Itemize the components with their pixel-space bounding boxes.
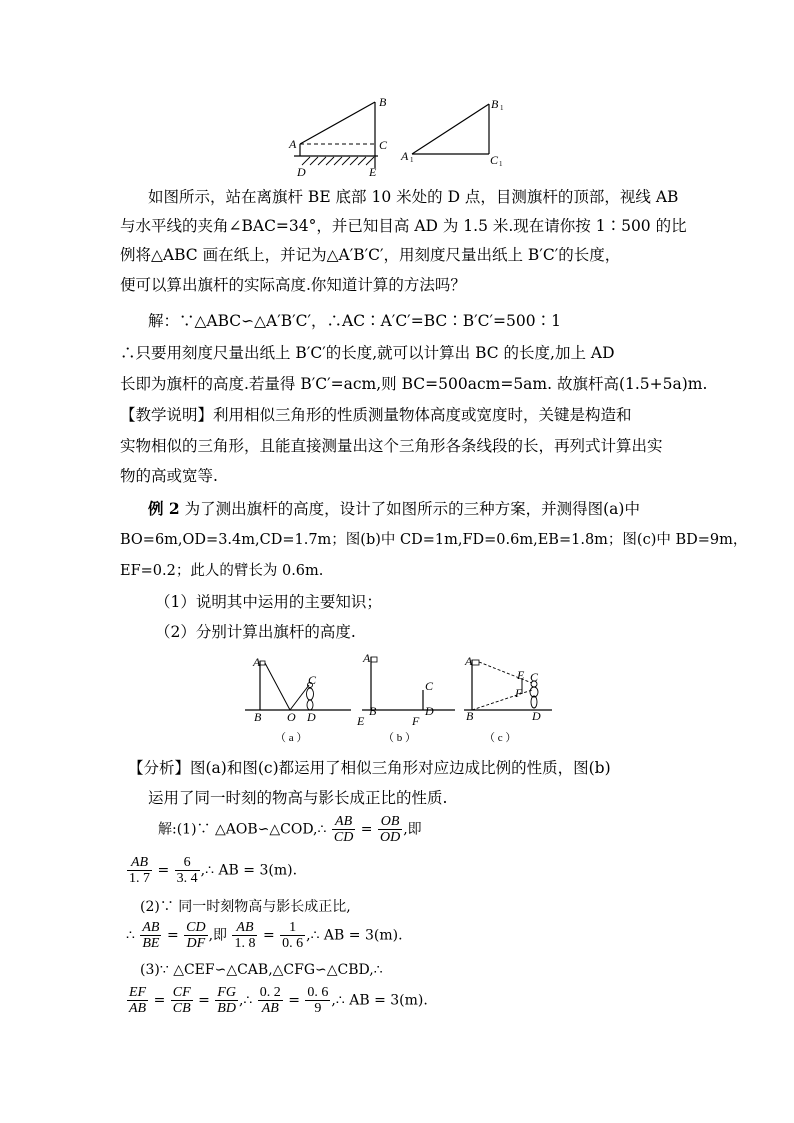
sol2-line5: (3)∵ △CEF∽△CAB,△CFG∽△CBD,∴: [140, 962, 383, 978]
ex2-line2: BO=6m,OD=3.4m,CD=1.7m；图(b)中 CD=1m,FD=0.6m,EB=1.8m；图(c)中 BD=9m，: [120, 532, 748, 548]
equals-sign: =: [288, 992, 300, 1009]
label-A1-sub: 1: [410, 156, 414, 164]
a-label-D: D: [307, 710, 316, 724]
teach-line3: 物的高或宽等.: [120, 467, 218, 485]
b-label-F: F: [412, 714, 420, 728]
teach-line1: 【教学说明】利用相似三角形的性质测量物体高度或宽度时，关键是构造和: [120, 406, 632, 424]
label-A1: A: [401, 149, 409, 163]
sol2-line2-suffix: ,∴ AB = 3(m).: [200, 862, 298, 879]
figure-scheme-a: [243, 655, 353, 747]
caption-a: （ a ）: [275, 732, 308, 744]
b-label-E: E: [357, 714, 365, 728]
analysis-line2: 运用了同一时刻的物高与影长成正比的性质.: [148, 789, 448, 807]
figure-scheme-c: [462, 650, 557, 747]
sol1-line2: ∴只要用刻度尺量出纸上 B′C′的长度,就可以计算出 BC 的长度,加上 AD: [120, 344, 615, 362]
fraction-ab-cd: $\frac{AB}{CD}$: [333, 814, 354, 845]
sol2-line6-suffix: ,∴ AB = 3(m).: [331, 992, 428, 1009]
teach-line2: 实物相似的三角形，且能直接测量出这个三角形各条线段的长，再列式计算出实: [120, 437, 663, 455]
figure-flagpole-triangle: [280, 92, 395, 182]
label-B1: B: [491, 97, 499, 111]
sol2-line6-mid: ,∴: [238, 992, 253, 1009]
ex2-title: 例 2: [148, 499, 180, 518]
label-C1-sub: 1: [499, 160, 503, 168]
label-D: D: [297, 165, 306, 179]
fraction-ab-be: $\frac{AB}{BE}$: [142, 920, 160, 951]
b-label-C: C: [425, 679, 434, 693]
a-label-A: A: [253, 655, 261, 669]
fraction-6-3.4: $\frac{6}{3. 4}$: [176, 855, 198, 886]
equals-sign: =: [157, 862, 170, 879]
para1-line3: 例将△ABC 画在纸上，并记为△A′B′C′，用刻度尺量出纸上 B′C′的长度，: [120, 246, 621, 264]
figure-scheme-b: [355, 650, 460, 747]
fraction-cd-df: $\frac{CD}{DF}$: [186, 920, 206, 951]
equals-sign: =: [360, 821, 373, 838]
c-label-B: B: [466, 709, 474, 723]
sol2-line1-prefix: 解:(1)∵ △AOB∽△COD,∴: [158, 821, 327, 838]
fraction-1-0.6: $\frac{1}{0. 6}$: [282, 920, 304, 951]
equals-sign: =: [198, 992, 210, 1009]
c-label-E: E: [517, 668, 525, 682]
para1-line2: 与水平线的夹角∠BAC=34°，并已知目高 AD 为 1.5 米.现在请你按 1∶500 的比: [120, 217, 687, 235]
b-label-A: A: [363, 651, 371, 665]
label-C: C: [379, 138, 388, 152]
b-label-B: B: [369, 704, 377, 718]
sol1-line3: 长即为旗杆的高度.若量得 B′C′=acm,则 BC=500acm=5am. 故旗杆高(1.5+5a)m.: [120, 375, 708, 393]
c-label-C: C: [530, 670, 539, 684]
sol2-line1: [158, 814, 422, 845]
label-B: B: [379, 95, 387, 109]
label-B1-sub: 1: [500, 104, 504, 112]
c-label-D: D: [532, 709, 541, 723]
equals-sign: =: [166, 927, 179, 944]
sol2-line6: [126, 985, 428, 1016]
sol1-line1: 解：∵△ABC∽△A′B′C′，∴AC∶A′C′=BC∶B′C′=500∶1: [148, 312, 561, 330]
a-label-B: B: [254, 710, 262, 724]
ex2-question2: （2）分别计算出旗杆的高度.: [155, 623, 356, 641]
ex2-line1: [148, 499, 640, 519]
equals-sign: =: [262, 927, 275, 944]
c-label-F: F: [515, 686, 523, 700]
c-label-A: A: [465, 654, 473, 668]
fraction-cf-cb: $\frac{CF}{CB}$: [172, 985, 191, 1016]
fraction-fg-bd: $\frac{FG}{BD}$: [217, 985, 236, 1016]
label-C1: C: [490, 153, 499, 167]
sol2-line1-suffix: ,即: [403, 821, 422, 838]
fraction-ab-1.8: $\frac{AB}{1. 8}$: [234, 920, 256, 951]
sol2-line4-mid: ,即: [208, 927, 228, 944]
fraction-0.2-ab: $\frac{0. 2}{AB}$: [259, 985, 281, 1016]
sol2-line4-suffix: ,∴ AB = 3(m).: [306, 927, 403, 944]
caption-c: （ c ）: [484, 732, 517, 744]
caption-b: （ b ）: [383, 732, 416, 744]
fraction-ab-1.7: $\frac{AB}{1. 7}$: [129, 855, 150, 886]
fraction-ob-od: $\frac{OB}{OD}$: [379, 814, 401, 845]
label-E: E: [369, 165, 377, 179]
sol2-line4: [126, 920, 403, 951]
analysis-line1: 【分析】图(a)和图(c)都运用了相似三角形对应边成比例的性质，图(b): [128, 759, 611, 777]
a-label-C: C: [308, 673, 317, 687]
ex2-line1-text: 为了测出旗杆的高度，设计了如图所示的三种方案，并测得图(a)中: [179, 500, 640, 518]
ex2-line3: EF=0.2；此人的臂长为 0.6m.: [120, 563, 324, 579]
fraction-0.6-9: $\frac{0. 6}{9}$: [307, 985, 329, 1016]
label-A: A: [289, 137, 297, 151]
a-label-O: O: [287, 710, 296, 724]
fraction-ef-ab: $\frac{EF}{AB}$: [129, 985, 147, 1016]
ex2-question1: （1）说明其中运用的主要知识；: [155, 593, 382, 611]
figure-scaled-triangle: [398, 92, 513, 172]
equals-sign: =: [153, 992, 166, 1009]
b-label-D: D: [425, 704, 434, 718]
para1-line1: 如图所示，站在离旗杆 BE 底部 10 米处的 D 点，目测旗杆的顶部，视线 AB: [148, 188, 679, 206]
para1-line4: 便可以算出旗杆的实际高度.你知道计算的方法吗？: [120, 276, 466, 294]
sol2-line3: (2)∵ 同一时刻物高与影长成正比,: [140, 899, 351, 915]
sol2-line4-prefix: ∴: [126, 927, 135, 944]
sol2-line2: [126, 855, 297, 886]
